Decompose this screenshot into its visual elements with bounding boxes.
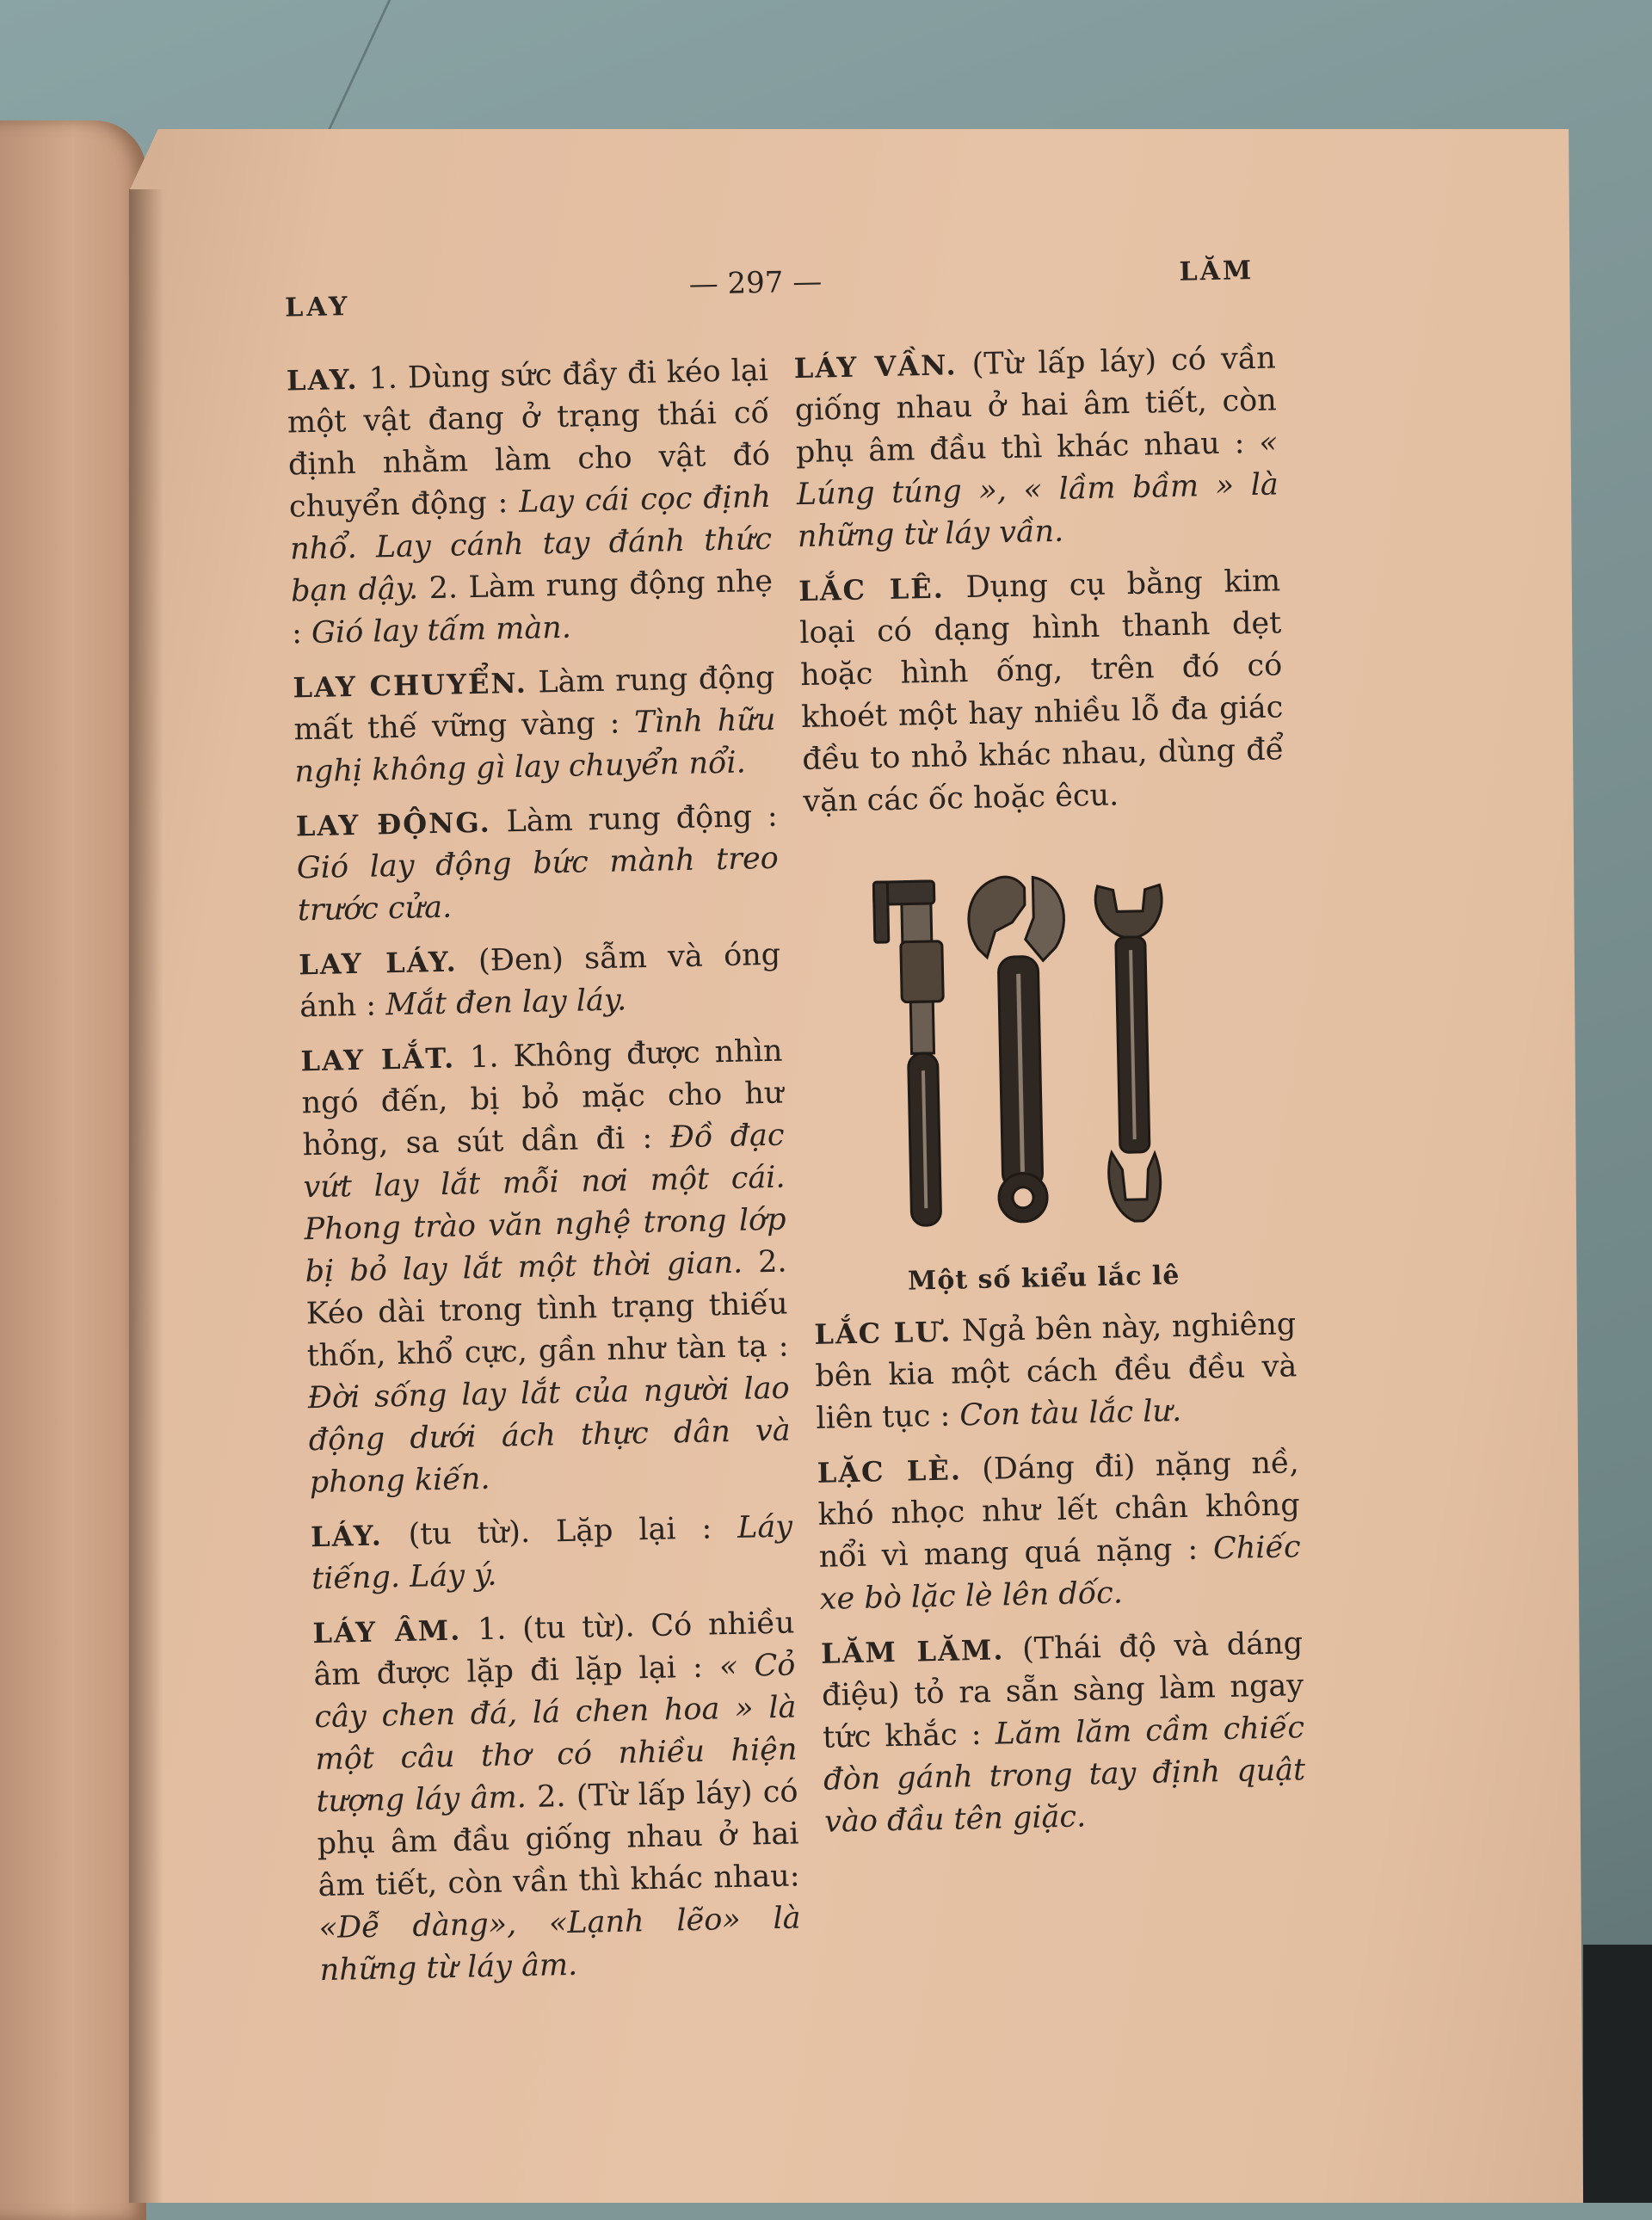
headword: LÁY VẦN.: [793, 348, 958, 385]
definition: Làm rung động :: [490, 799, 779, 840]
dictionary-entry: [814, 1304, 1298, 1440]
dictionary-entry: [311, 1506, 794, 1600]
example: Đời sống lay lắt của người lao động dưới ách thực dân và phong kiến.: [307, 1371, 792, 1501]
example: Chiếc xe bò lặc lè lên dốc.: [819, 1530, 1302, 1617]
open-end-wrench-icon: [1095, 885, 1168, 1222]
example: « Cỏ cây chen đá, lá chen hoa » là một câu thơ có nhiều hiện tượng láy âm.: [314, 1648, 798, 1820]
left-column: [286, 350, 802, 2004]
wrenches-illustration: [839, 848, 1261, 1253]
pipe-wrench-icon: [873, 881, 947, 1227]
example: Láy tiếng. Láy ý.: [311, 1509, 793, 1597]
headword: LÁY ÂM.: [312, 1613, 462, 1650]
dictionary-entry: [299, 934, 782, 1029]
headword: LAY ĐỘNG.: [295, 805, 492, 843]
right-column: [793, 337, 1307, 1855]
figure-caption: Một số kiểu lắc lê: [907, 1260, 1180, 1297]
dictionary-entry: [293, 657, 777, 794]
example: Gió lay động bức mành treo trước cửa.: [296, 841, 780, 928]
definition: Dụng cụ bằng kim loại có dạng hình thanh dẹt hoặc hình ống, trên đó có khoét một hay nhiều lỗ đa giác đều to nhỏ khác nhau, dùng để vặn các ốc hoặc êcu.: [798, 564, 1285, 820]
definition: 1. Không được nhìn ngó đến, bị bỏ mặc cho hư hỏng, sa sút dần đi :: [301, 1033, 784, 1163]
wrench-figure: [804, 848, 1296, 1305]
definition: (Đen) sẫm và óng ánh :: [299, 937, 781, 1025]
definition: 2. Làm rung động nhẹ :: [291, 564, 774, 651]
example: Lăm lăm cầm chiếc đòn gánh trong tay định quật vào đầu tên giặc.: [823, 1711, 1306, 1840]
headword: LĂM LĂM.: [820, 1633, 1005, 1670]
headword: LẮC LƯ.: [813, 1315, 952, 1351]
definition: 1. (tu từ). Có nhiều âm được lặp đi lặp lại :: [313, 1606, 795, 1693]
dictionary-entry: [286, 350, 774, 656]
page-number: — 297 —: [688, 264, 823, 302]
definition: 2. Kéo dài trong tình trạng thiếu thốn, khổ cực, gần như tàn tạ :: [305, 1244, 790, 1374]
definition: 1. Dùng sức đầy đi kéo lại một vật đang ở trạng thái cố định nhằm làm cho vật đó chuyển động :: [287, 353, 771, 525]
dark-table-edge: [1583, 1945, 1652, 2203]
headword: LAY CHUYỂN.: [293, 666, 528, 705]
headword: LAY.: [286, 362, 359, 398]
definition: Ngả bên này, nghiêng bên kia một cách đều đều và liên tục :: [814, 1307, 1298, 1436]
page-content: [224, 234, 1398, 2099]
left-page-edge: [0, 120, 146, 2220]
headword: LÁY.: [310, 1519, 384, 1554]
definition: (Dáng đi) nặng nề, khó nhọc như lết chân không nổi vì mang quá nặng :: [817, 1446, 1301, 1575]
definition: (tu từ). Lặp lại :: [382, 1510, 738, 1553]
example: « Lúng túng », « lầm bầm » là những từ láy vần.: [796, 425, 1279, 555]
book-gutter-shadow: [129, 189, 163, 2203]
dictionary-entry: [312, 1602, 802, 1992]
example: Tình hữu nghị không gì lay chuyển nổi.: [294, 702, 776, 790]
example: «Dễ dàng», «Lạnh lẽo» là những từ láy âm.: [318, 1901, 801, 1989]
adjustable-wrench-icon: [968, 876, 1070, 1223]
definition: 2. (Từ lấp láy) có phụ âm đầu giống nhau ở hai âm tiết, còn vần thì khác nhau:: [317, 1774, 800, 1904]
dictionary-entry: [300, 1031, 792, 1505]
dictionary-entry: [821, 1623, 1307, 1844]
headword: LAY LẮT.: [300, 1041, 456, 1078]
example: Gió lay tấm màn.: [311, 610, 572, 651]
headword: LẶC LÈ.: [817, 1453, 963, 1489]
example: Đồ đạc vứt lay lắt mỗi nơi một cái. Phong trào văn nghệ trong lớp bị bỏ lay lắt một thời gian.: [303, 1118, 786, 1290]
definition: (Thái độ và dáng điệu) tỏ ra sẵn sàng làm ngay tức khắc :: [821, 1626, 1304, 1755]
dictionary-entry: [817, 1442, 1302, 1621]
dictionary-entry: [798, 560, 1285, 823]
example: Lay cái cọc định nhổ. Lay cánh tay đánh thức bạn dậy.: [289, 479, 773, 609]
dictionary-entry: [295, 796, 780, 933]
example: Con tàu lắc lư.: [959, 1393, 1182, 1434]
dictionary-entry: [793, 337, 1279, 558]
headword: LAY LÁY.: [298, 945, 459, 982]
definition: (Từ lấp láy) có vần giống nhau ở hai âm tiết, còn phụ âm đầu thì khác nhau :: [794, 341, 1278, 471]
header-left-guide-word: LAY: [284, 291, 351, 324]
definition: Làm rung động mất thế vững vàng :: [293, 660, 775, 748]
header-right-guide-word: LĂM: [1179, 255, 1254, 287]
headword: LẮC LÊ.: [798, 571, 946, 608]
example: Mắt đen lay láy.: [385, 983, 627, 1023]
